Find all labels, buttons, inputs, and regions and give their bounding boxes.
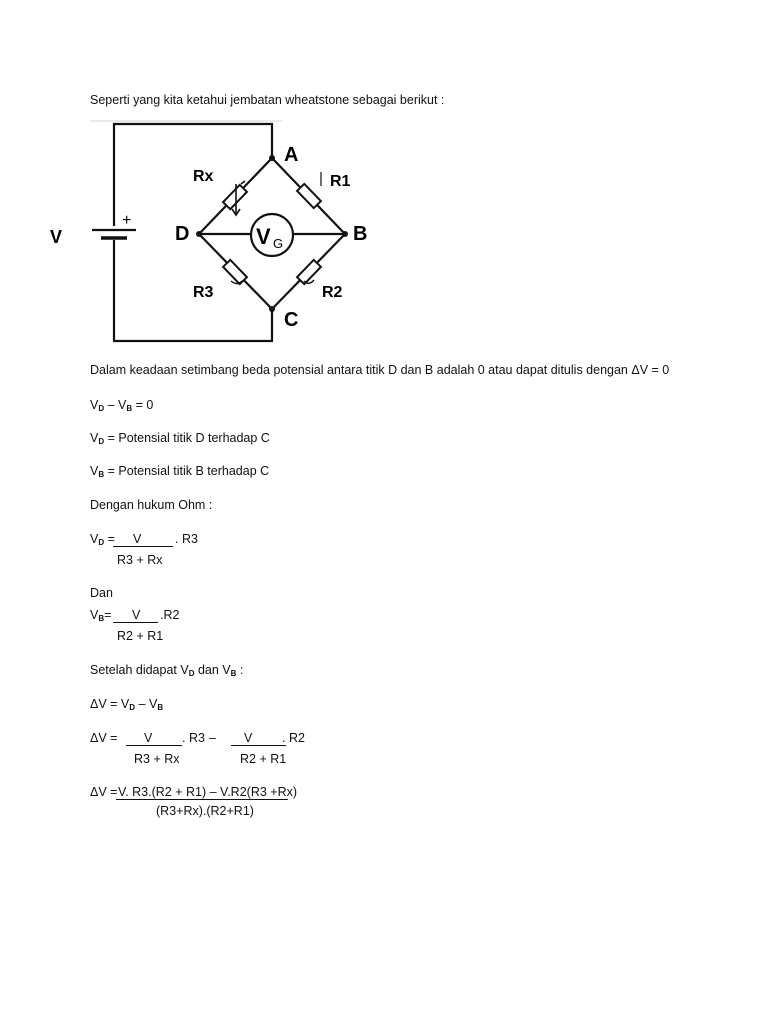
vb-equation-tail: .R2: [160, 608, 180, 622]
galvanometer-g-label: G: [273, 236, 284, 251]
intro-text: Seperti yang kita ketahui jembatan wheatstone sebagai berikut :: [90, 93, 445, 107]
battery-plus-label: +: [122, 212, 132, 229]
resistor-rx-icon: [223, 185, 247, 209]
delta-v-equation-3-prefix: ΔV =: [90, 785, 118, 799]
node-c-label: C: [284, 309, 299, 331]
voltage-label: V: [50, 227, 63, 247]
delta-v-eq2-den1: R3 + Rx: [134, 752, 180, 766]
ohm-law-heading: Dengan hukum Ohm :: [90, 498, 213, 512]
definition-vb: $V_B$ = Potensial titik B terhadap C: [90, 464, 270, 479]
resistor-r3-icon: [223, 260, 247, 284]
delta-v-eq3-bar: [116, 799, 288, 800]
delta-v-eq2-bar1: [126, 745, 182, 746]
resistor-r2-icon: [297, 260, 321, 284]
node-a-label: A: [284, 144, 299, 166]
delta-v-eq2-num1: V: [144, 731, 153, 745]
r1-label: R1: [330, 173, 351, 190]
vb-fraction-bar: [113, 622, 158, 623]
outer-circuit-wire: [114, 124, 272, 341]
rx-label: Rx: [193, 168, 214, 185]
r2-label: R2: [322, 284, 343, 301]
definition-vd: $V_D$ = Potensial titik D terhadap C: [90, 431, 270, 446]
node-b-label: B: [353, 223, 368, 245]
galvanometer-v-label: V: [256, 224, 271, 249]
delta-v-eq2-den2: R2 + R1: [240, 752, 287, 766]
battery-icon: [92, 230, 136, 238]
resistor-r1-icon: [297, 184, 321, 208]
delta-v-eq3-denominator: (R3+Rx).(R2+R1): [156, 804, 254, 818]
delta-v-equation-2-prefix: ΔV =: [90, 731, 118, 745]
delta-v-eq2-tail2: . R2: [282, 731, 305, 745]
setelah-text: Setelah didapat $V_D$ dan $V_B$ :: [90, 663, 244, 678]
delta-v-eq3-numerator: V. R3.(R2 + R1) – V.R2(R3 +Rx): [118, 785, 298, 799]
vd-equation-denominator: R3 + Rx: [117, 553, 163, 567]
vb-equation-denominator: R2 + R1: [117, 629, 164, 643]
vd-equation-tail: . R3: [175, 532, 198, 546]
delta-v-equation-1: $\Delta V = V_D - V_B$: [90, 697, 164, 712]
vd-equation-num-v: V: [133, 532, 142, 546]
vd-equation-numerator: $V_D$ =: [90, 532, 115, 547]
r3-label: R3: [193, 284, 214, 301]
vd-fraction-bar: [113, 546, 173, 547]
delta-v-eq2-operator: –: [209, 731, 216, 745]
balance-text: Dalam keadaan setimbang beda potensial antara titik D dan B adalah 0 atau dapat ditulis dengan ΔV = 0: [90, 363, 670, 377]
delta-v-eq2-tail1: . R3: [182, 731, 205, 745]
node-d-label: D: [175, 223, 190, 245]
equation-vd-minus-vb: $V_D - V_B = 0$: [90, 398, 154, 413]
vb-equation-numerator: $V_B=$: [90, 608, 112, 623]
delta-v-eq2-num2: V: [244, 731, 253, 745]
delta-v-eq2-bar2: [231, 745, 286, 746]
vb-equation-num-v: V: [132, 608, 141, 622]
dan-text: Dan: [90, 586, 113, 600]
